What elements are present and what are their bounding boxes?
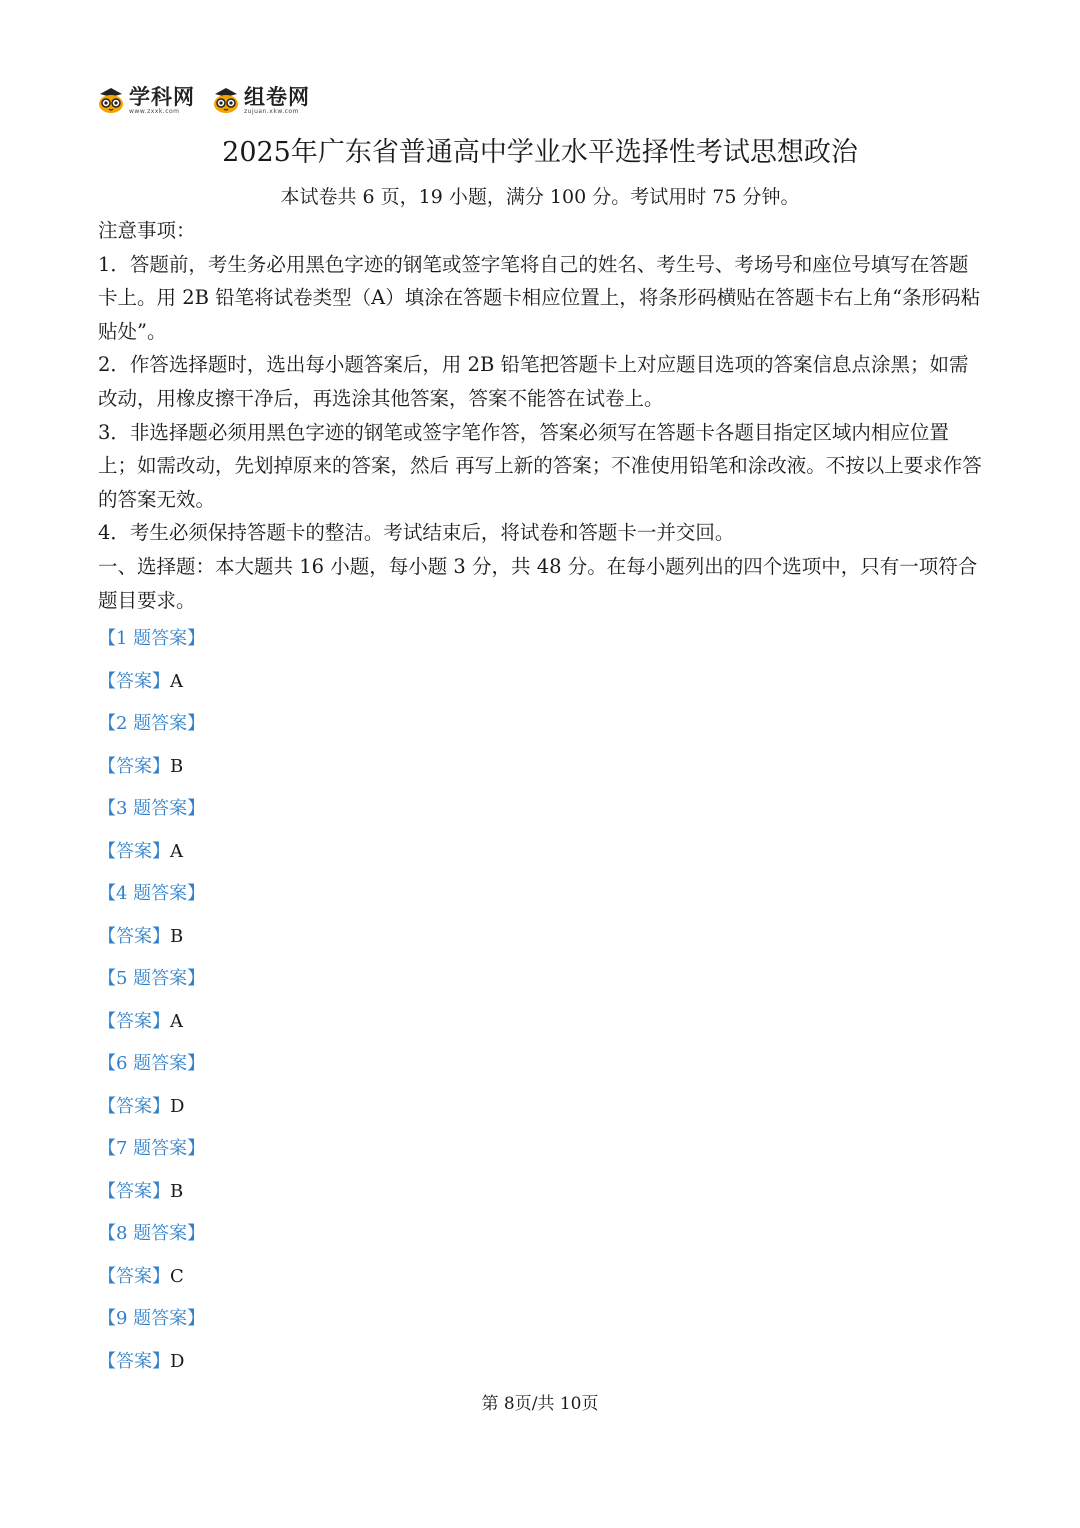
answer-line (98, 1260, 498, 1303)
answer-label: 【答案】 (98, 1265, 170, 1287)
owl-mascot-icon (96, 85, 126, 115)
answer-label: 【答案】 (98, 1095, 170, 1117)
logo-name: 学科网 (129, 84, 195, 109)
document-subtitle: 本试卷共 6 页，19 小题，满分 100 分。考试用时 75 分钟。 (280, 186, 800, 208)
question-heading (98, 1302, 498, 1345)
answer-value: B (170, 1180, 184, 1202)
answer-label: 【答案】 (98, 1180, 170, 1202)
question-label: 【9 题答案】 (98, 1308, 206, 1329)
answer-label: 【答案】 (98, 1350, 170, 1372)
question-label: 【1 题答案】 (98, 628, 206, 649)
note-item-3: 3．非选择题必须用黑色字迹的钢笔或签字笔作答，答案必须写在答题卡各题目指定区域内相应位置上；如需改动，先划掉原来的答案，然后 再写上新的答案；不准使用铅笔和涂改液。不按以上要求作答的答案无效。 (98, 420, 982, 511)
note-item-1: 1．答题前，考生务必用黑色字迹的钢笔或签字笔将自己的姓名、考生号、考场号和座位号填写在答题卡上。用 2B 铅笔将试卷类型（A）填涂在答题卡相应位置上，将条形码横贴在答题卡右上角“条形码粘贴处”。 (98, 252, 981, 343)
answer-label: 【答案】 (98, 755, 170, 777)
note-item-2: 2．作答选择题时，选出每小题答案后，用 2B 铅笔把答题卡上对应题目选项的答案信息点涂黑；如需改动，用橡皮擦干净后，再选涂其他答案，答案不能答在试卷上。 (98, 353, 969, 410)
answer-value: A (170, 840, 183, 862)
question-label: 【6 题答案】 (98, 1053, 206, 1074)
instructions-section (98, 214, 986, 617)
question-label: 【4 题答案】 (98, 883, 206, 904)
question-label: 【2 题答案】 (98, 713, 206, 734)
zujuanwang-logo[interactable] (211, 85, 310, 115)
answer-value: A (170, 1010, 183, 1032)
answer-line (98, 1345, 498, 1388)
answer-list (98, 622, 498, 1387)
xuekewang-logo[interactable] (96, 85, 195, 115)
owl-mascot-icon (211, 85, 241, 115)
question-label: 【8 题答案】 (98, 1223, 206, 1244)
logo-url: www.zxxk.com (129, 107, 180, 115)
answer-label: 【答案】 (98, 670, 170, 692)
logo-name: 组卷网 (244, 84, 310, 109)
document-title: 2025年广东省普通高中学业水平选择性考试思想政治 (222, 137, 858, 168)
question-heading (98, 792, 498, 835)
question-heading (98, 622, 498, 665)
answer-value: D (170, 1095, 185, 1117)
notes-heading: 注意事项： (98, 219, 196, 242)
answer-value: A (170, 670, 183, 692)
answer-value: C (170, 1265, 184, 1287)
question-heading (98, 1132, 498, 1175)
answer-line (98, 1005, 498, 1048)
answer-line (98, 1175, 498, 1218)
answer-value: B (170, 755, 184, 777)
answer-line (98, 1090, 498, 1133)
answer-label: 【答案】 (98, 925, 170, 947)
answer-value: B (170, 925, 184, 947)
answer-label: 【答案】 (98, 840, 170, 862)
answer-line (98, 835, 498, 878)
question-heading (98, 962, 498, 1005)
question-heading (98, 707, 498, 750)
question-label: 【7 题答案】 (98, 1138, 206, 1159)
question-heading (98, 1047, 498, 1090)
answer-label: 【答案】 (98, 1010, 170, 1032)
header-logos (96, 80, 326, 120)
question-heading (98, 1217, 498, 1260)
logo-url: zujuan.xkw.com (244, 107, 299, 115)
page-footer: 第 8页/共 10页 (481, 1394, 599, 1414)
section-heading-choice: 一、选择题：本大题共 16 小题，每小题 3 分，共 48 分。在每小题列出的四个选项中，只有一项符合题目要求。 (98, 554, 978, 612)
question-heading (98, 877, 498, 920)
note-item-4: 4．考生必须保持答题卡的整洁。考试结束后，将试卷和答题卡一并交回。 (98, 521, 735, 545)
question-label: 【3 题答案】 (98, 798, 206, 819)
answer-line (98, 920, 498, 963)
answer-value: D (170, 1350, 185, 1372)
answer-line (98, 750, 498, 793)
answer-line (98, 665, 498, 708)
question-label: 【5 题答案】 (98, 968, 206, 989)
